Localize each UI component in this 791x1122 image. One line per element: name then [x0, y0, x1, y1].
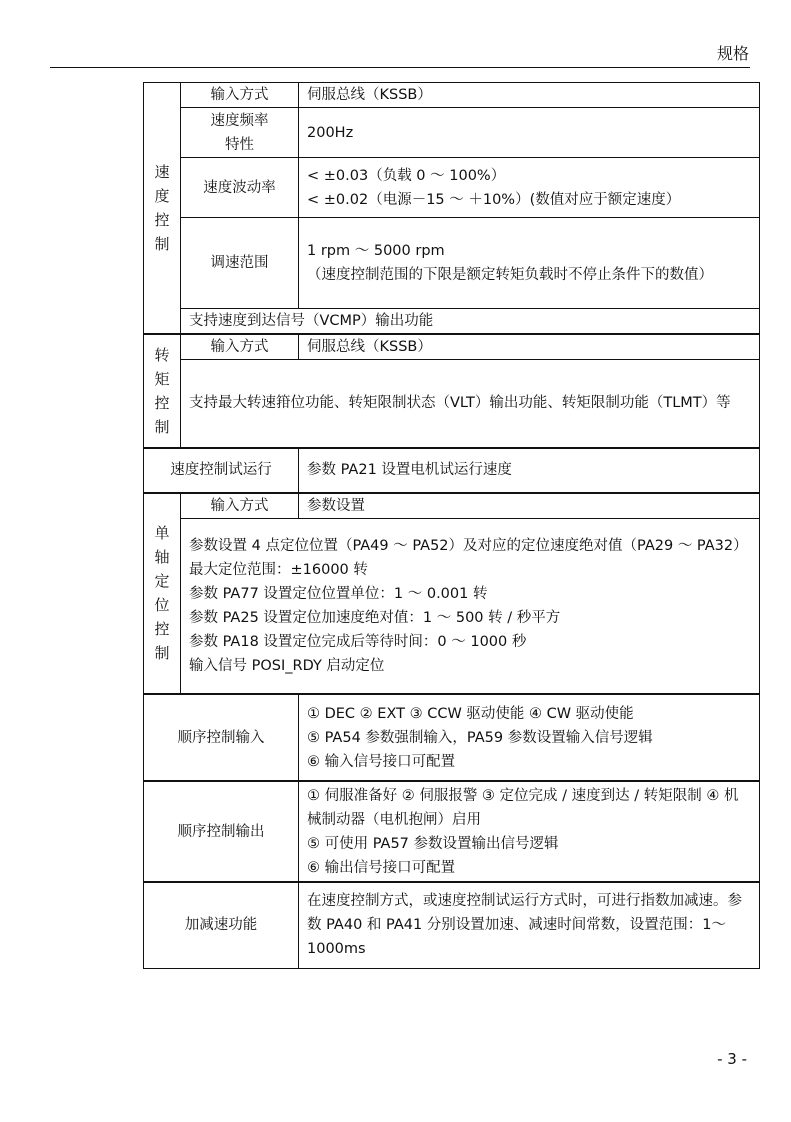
speed-fluct-value: < ±0.03（负载 0 ～ 100%） < ±0.02（电源－15 ～ ＋10%）(数值对应于额定速度）: [299, 158, 760, 218]
seq-input-label: 顺序控制输入: [144, 694, 299, 781]
speed-input-method-label: 输入方式: [181, 83, 299, 108]
accel-value: 在速度控制方式，或速度控制试运行方式时，可进行指数加减速。参数 PA40 和 PA41 分别设置加速、减速时间常数，设置范围：1～1000ms: [299, 882, 760, 968]
speed-trial-value: 参数 PA21 设置电机试运行速度: [299, 448, 760, 493]
seq-input-line: ⑤ PA54 参数强制输入，PA59 参数设置输入信号逻辑: [307, 729, 653, 746]
single-axis-label: 单轴定位控制: [144, 493, 181, 695]
speed-range-row: [144, 218, 760, 309]
speed-trial-row: [144, 448, 760, 493]
speed-fluct-row: [144, 158, 760, 218]
speed-range-value: 1 rpm ～ 5000 rpm （速度控制范围的下限是额定转矩负载时不停止条件下的数值）: [299, 218, 760, 309]
single-axis-detail-row: [144, 518, 760, 694]
single-axis-line: 参数设置 4 点定位位置（PA49 ～ PA52）及对应的定位速度绝对值（PA29 ～ PA32）: [189, 537, 748, 554]
speed-range-label: 调速范围: [181, 218, 299, 309]
single-axis-line: 最大定位范围：±16000 转: [189, 561, 368, 578]
seq-input-line: ⑥ 输入信号接口可配置: [307, 753, 456, 770]
speed-freq-label: 速度频率 特性: [181, 108, 299, 158]
torque-input-method-label: 输入方式: [181, 334, 299, 360]
single-axis-line: 参数 PA77 设置定位位置单位：1 ～ 0.001 转: [189, 585, 488, 602]
header-rule: [50, 67, 750, 68]
spec-table: [143, 82, 760, 969]
speed-trial-label: 速度控制试运行: [144, 448, 299, 493]
accel-row: [144, 882, 760, 968]
speed-freq-value: 200Hz: [299, 108, 760, 158]
torque-input-method-value: 伺服总线（KSSB）: [299, 334, 760, 360]
speed-control-label: 速度控制: [144, 83, 181, 335]
seq-output-row: [144, 781, 760, 882]
speed-fluct-label: 速度波动率: [181, 158, 299, 218]
seq-output-line: ① 伺服准备好 ② 伺服报警 ③ 定位完成 / 速度到达 / 转矩限制 ④ 机械制动器（电机抱闸）启用: [307, 787, 739, 828]
seq-output-line: ⑤ 可使用 PA57 参数设置输出信号逻辑: [307, 835, 559, 852]
accel-label: 加减速功能: [144, 882, 299, 968]
torque-input-row: [144, 334, 760, 360]
single-axis-detail: [181, 518, 760, 694]
seq-input-row: [144, 694, 760, 781]
torque-features-text: 支持最大转速箝位功能、转矩限制状态（VLT）输出功能、转矩限制功能（TLMT）等: [181, 360, 760, 448]
speed-vcmp-row: [144, 309, 760, 335]
single-axis-line: 参数 PA25 设置定位加速度绝对值：1 ～ 500 转 / 秒平方: [189, 609, 561, 626]
page-number: - 3 -: [717, 1050, 747, 1068]
seq-input-line: ① DEC ② EXT ③ CCW 驱动使能 ④ CW 驱动使能: [307, 705, 634, 722]
torque-control-label: 转矩控制: [144, 334, 181, 448]
seq-output-label: 顺序控制输出: [144, 781, 299, 882]
speed-vcmp-text: 支持速度到达信号（VCMP）输出功能: [181, 309, 760, 335]
header-title: 规格: [716, 44, 749, 63]
speed-freq-row: [144, 108, 760, 158]
seq-output-detail: [299, 781, 760, 882]
speed-input-method-value: 伺服总线（KSSB）: [299, 83, 760, 108]
single-axis-input-row: [144, 493, 760, 519]
seq-input-detail: [299, 694, 760, 781]
speed-input-row: [144, 83, 760, 108]
single-axis-input-method-value: 参数设置: [299, 493, 760, 519]
seq-output-line: ⑥ 输出信号接口可配置: [307, 859, 456, 876]
single-axis-line: 参数 PA18 设置定位完成后等待时间：0 ～ 1000 秒: [189, 633, 527, 650]
single-axis-line: 输入信号 POSI_RDY 启动定位: [189, 657, 385, 674]
single-axis-input-method-label: 输入方式: [181, 493, 299, 519]
torque-features-row: [144, 360, 760, 448]
